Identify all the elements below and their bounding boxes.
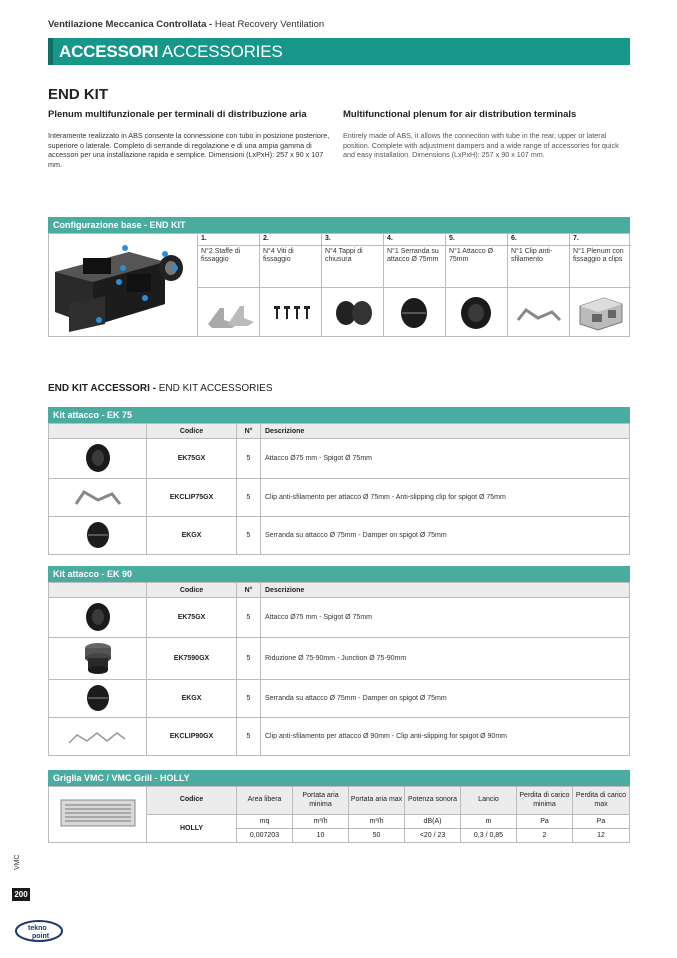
base-config-title: Configurazione base - END KIT [48,217,630,233]
description-it: Interamente realizzato in ABS consente la connessione con tubo in posizione posteriore, superiore o laterale. Completo di serrande di regolazione e di una ampia gamma di accessori per una installazione rapida e semplice. Dimensioni (LxPxH): 257 x 90 x 107 mm. [48,131,330,170]
damper-icon [49,680,147,718]
end-kit-image [49,234,197,336]
screws-icon [260,287,321,336]
base-config-box [48,233,630,337]
grill-table: Codice Area libera Portata aria minima Portata aria max Potenza sonora Lancio Perdita di carico minima Perdita di carico max HOLLY mq m³/h m³/h dB(A) m Pa Pa 0,007203 10 50 <20 / 23 0,3 / 0,85 2 12 [48,786,630,843]
table-row: EK7590GX 5 Riduzione Ø 75-90mm - Junction Ø 75-90mm [49,638,630,680]
tekno-point-logo [14,918,64,944]
banner-bold: ACCESSORI [59,42,159,61]
ek90-table [48,582,630,756]
caps-icon [322,287,383,336]
wire-clip-icon [49,718,147,756]
reducer-icon [49,638,147,680]
col-codice: Codice [147,424,237,439]
section-banner [48,38,630,65]
config-item-2: 2. N°4 Viti di fissaggio [259,234,321,336]
page-number: 200 [12,888,30,901]
grill-units-row: HOLLY mq m³/h m³/h dB(A) m Pa Pa [49,815,630,829]
config-item-4: 4. N°1 Serranda su attacco Ø 75mm [383,234,445,336]
ek90-title: Kit attacco - EK 90 [48,566,630,582]
page-header: Ventilazione Meccanica Controllata - Heat Recovery Ventilation [48,19,325,30]
plenum-icon [570,287,631,336]
col-n: N° [237,424,261,439]
grill-values-row: 0,007203 10 50 <20 / 23 0,3 / 0,85 2 12 [49,829,630,843]
col-codice: Codice [147,583,237,598]
config-item-7: 7. N°1 Plenum con fissaggio a clips [569,234,631,336]
col-descrizione: Descrizione [261,583,630,598]
col-descrizione: Descrizione [261,424,630,439]
grill-col-codice: Codice [147,787,237,815]
table-row: EKCLIP75GX 5 Clip anti-sfilamento per attacco Ø 75mm - Anti-slipping clip for spigot Ø 75mm [49,479,630,517]
grill-image [49,787,147,843]
spigot-icon [49,598,147,638]
spigot-icon [446,287,507,336]
table-row: EK75GX 5 Attacco Ø75 mm - Spigot Ø 75mm [49,598,630,638]
product-title: END KIT [48,86,108,103]
svg-text:tekno: tekno [28,925,47,932]
damper-icon [384,287,445,336]
table-row: EKGX 5 Serranda su attacco Ø 75mm - Damper on spigot Ø 75mm [49,680,630,718]
col-n: N° [237,583,261,598]
table-row: EKGX 5 Serranda su attacco Ø 75mm - Damper on spigot Ø 75mm [49,517,630,555]
table-row: EKCLIP90GX 5 Clip anti-sfilamento per attacco Ø 90mm - Clip anti-slipping for spigot Ø 90mm [49,718,630,756]
side-label: VMC [14,854,21,870]
svg-text:point: point [32,933,50,940]
ek75-table [48,423,630,555]
subtitle-en: Multifunctional plenum for air distribution terminals [343,109,577,120]
damper-icon [49,517,147,555]
clip-icon [49,479,147,517]
spigot-icon [49,439,147,479]
subtitle-it: Plenum multifunzionale per terminali di distribuzione aria [48,109,307,120]
config-item-3: 3. N°4 Tappi di chiusura [321,234,383,336]
accessories-title: END KIT ACCESSORI - END KIT ACCESSORIES [48,383,273,394]
grill-code: HOLLY [147,815,237,843]
config-item-6: 6. N°1 Clip anti-sfilamento [507,234,569,336]
description-en: Entirely made of ABS, it allows the connection with tube in the rear, upper or lateral position. Complete with adjustment dampers and a wide range of accessories for quick and easy installation. Dimensions (LxPxH): 257 x 90 x 107 mm. [343,131,619,160]
brackets-icon [198,287,259,336]
config-item-5: 5. N°1 Attacco Ø 75mm [445,234,507,336]
banner-normal: ACCESSORIES [158,42,283,61]
clip-icon [508,287,569,336]
table-row: EK75GX 5 Attacco Ø75 mm - Spigot Ø 75mm [49,439,630,479]
config-item-1: 1. N°2 Staffe di fissaggio [197,234,259,336]
grill-title: Griglia VMC / VMC Grill - HOLLY [48,770,630,786]
ek75-title: Kit attacco - EK 75 [48,407,630,423]
